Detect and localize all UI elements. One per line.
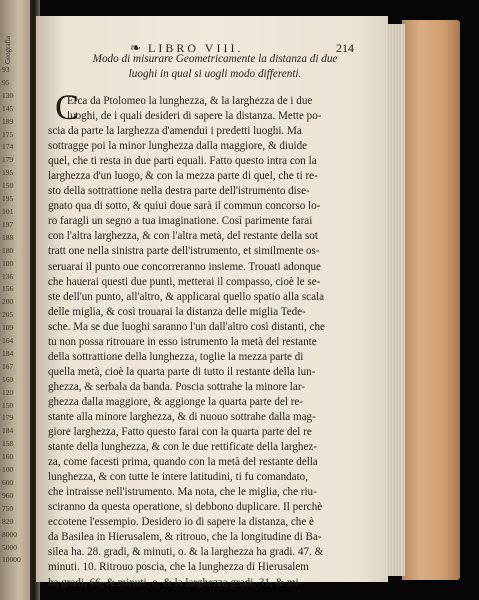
text-line: Erca da Ptolomeo la lunghezza, & la larghezza de i due [67,95,313,107]
previous-page-number: 10000 [2,555,21,565]
body-text [48,94,384,591]
previous-page-number: 184 [2,426,14,436]
previous-page-number: 100 [2,258,14,268]
text-line: gnato qua di sotto, & quiui doue sarà il commun concorso lo- [48,200,321,213]
text-line: za, come facesti prima, quando con la metà del restante della [48,456,318,469]
section-heading [56,52,374,82]
previous-page-number: 100 [2,465,14,475]
text-line: minuti. 10. Ritrouo poscia, che la lunghezza di Hierusalem [48,561,309,574]
previous-page-number: 150 [2,400,14,410]
text-line: larghezza d'un luogo, & con la mezza parte di quel, che ti re- [48,170,318,183]
text-line: sto della sottrattione nella destra parte dell'istrumento dise- [48,185,310,198]
previous-page-number: 175 [2,129,14,139]
previous-page-number: 197 [2,219,14,229]
previous-page-number: 179 [2,413,14,423]
previous-page-number: 180 [2,245,14,255]
text-line: quella metà, cioè la quarta parte di tutto il restante della lun- [48,365,316,378]
previous-page-number: 95 [2,77,10,87]
previous-page-numbers [2,64,28,567]
text-line: ro faragli un segno a tua imaginatione. Così parimente farai [48,215,313,228]
previous-page-number-column [2,14,28,567]
previous-page-number: 8000 [2,529,17,539]
previous-page-number: 150 [2,181,14,191]
text-line: delle miglia, & così trouarai la distanza delle miglia Tede- [48,305,306,318]
book-cover-edge [402,20,460,580]
previous-page-number: 174 [2,142,14,152]
text-line: ste dell'un punto, all'altro, & applicarai quello spatio alla scala [48,290,325,303]
book-label: LIBRO VIII. [148,41,244,55]
previous-page-number: 189 [2,116,14,126]
text-line: seruarai il punto oue concorreranno insieme. Trouati adonque [48,260,321,273]
previous-page-number: 164 [2,336,14,346]
text-line: che intraisse nell'istrumento. Ma nota, che le miglia, che riu- [48,486,317,499]
flourish-ornament-icon: ❧ [130,40,141,55]
previous-page [0,0,34,600]
previous-page-number: 109 [2,323,14,333]
text-line: stante della lunghezza, & con le due rettificate della larghez- [48,441,317,454]
text-line: tu non possa ritrouare in esso istrumento la metà del restante [48,335,317,348]
previous-page-number: 5000 [2,542,17,552]
previous-page-number: 160 [2,374,14,384]
text-line: con l'altra larghezza, & con l'altra metà, del restante della sot [48,230,318,243]
text-line: tratt one nella sinistra parte dell'istrumento, et similmente os- [48,245,320,258]
text-line: della sottrattione della lunghezza, toglie la mezza parte di [48,350,304,363]
heading-line: Modo di misurare Geometricamente la distanza di due [92,53,338,65]
previous-page-number: 136 [2,271,14,281]
text-line: che hauerai questi due punti, metterai il compasso, cioè le se- [48,275,321,288]
previous-page-number: 156 [2,284,14,294]
previous-page-margin-header: Geografia [4,36,12,64]
previous-page-number: 184 [2,348,14,358]
text-line: luoghi, de i quali desideri di sapere la distanza. Mette po- [67,110,322,123]
text-line: sciranno da questa operatione, si debbono duplicare. Il perchè [48,501,323,514]
text-line: ghezza dalla maggiore, & aggionge la quarta parte del re- [48,395,304,408]
previous-page-number: 101 [2,206,14,216]
previous-page-number: 179 [2,155,14,165]
previous-page-number: 188 [2,232,14,242]
previous-page-number: 200 [2,297,14,307]
previous-page-number: 600 [2,478,14,487]
previous-page-number: 960 [2,490,14,500]
previous-page-number: 158 [2,439,14,449]
text-line: quel, che ti resta in due parti equali. Fatto questo intra con la [48,155,317,168]
text-line: stante alla minore larghezza, & di nuouo sottrahe dalla mag- [48,410,316,423]
text-line: lunghezza, & con tutte le intere latitudini, ti fu comandato, [48,471,309,484]
text-line: ha gradi, 66, & minuti, o, & la larghezza gradi. 31, & mi- [48,576,303,589]
text-line: ghezza, & serbala da banda. Poscia sottrahe la minore lar- [48,380,305,393]
previous-page-number: 120 [2,387,14,397]
text-line: sottragge poi la minor lunghezza dalla maggiore, & diuide [48,140,308,153]
page-number: 214 [336,41,354,55]
previous-page-number: 167 [2,361,14,371]
heading-line: luoghi in qual si uogli modo differenti. [128,68,302,80]
previous-page-number: 93 [2,65,10,74]
previous-page-number: 160 [2,452,14,462]
previous-page-number: 195 [2,168,14,178]
text-line: scia da parte la larghezza d'amendui i predetti luoghi. Ma [48,125,302,138]
drop-cap-initial: C [55,87,80,127]
previous-page-number: 750 [2,503,14,513]
text-line: giore larghezza, Fatto questo farai con la quarta parte del re [48,426,312,439]
text-line: da Basilea in Hierusalem, & ritrouo, che la longitudine di Ba- [48,531,322,544]
text-line: eccotene l'essempio. Desidero io di sapere la distanza, che è [48,516,314,529]
previous-page-number: 130 [2,90,14,100]
previous-page-number: 820 [2,516,14,526]
previous-page-number: 205 [2,310,14,320]
previous-page-number: 145 [2,103,14,113]
text-line: sche. Ma se due luoghi saranno l'un dall'altro così distanti, che [48,320,325,333]
text-line: silea ha. 28. gradi, & minuti, o. & la larghezza ha gradi. 47. & [48,546,324,559]
previous-page-number: 195 [2,194,14,204]
